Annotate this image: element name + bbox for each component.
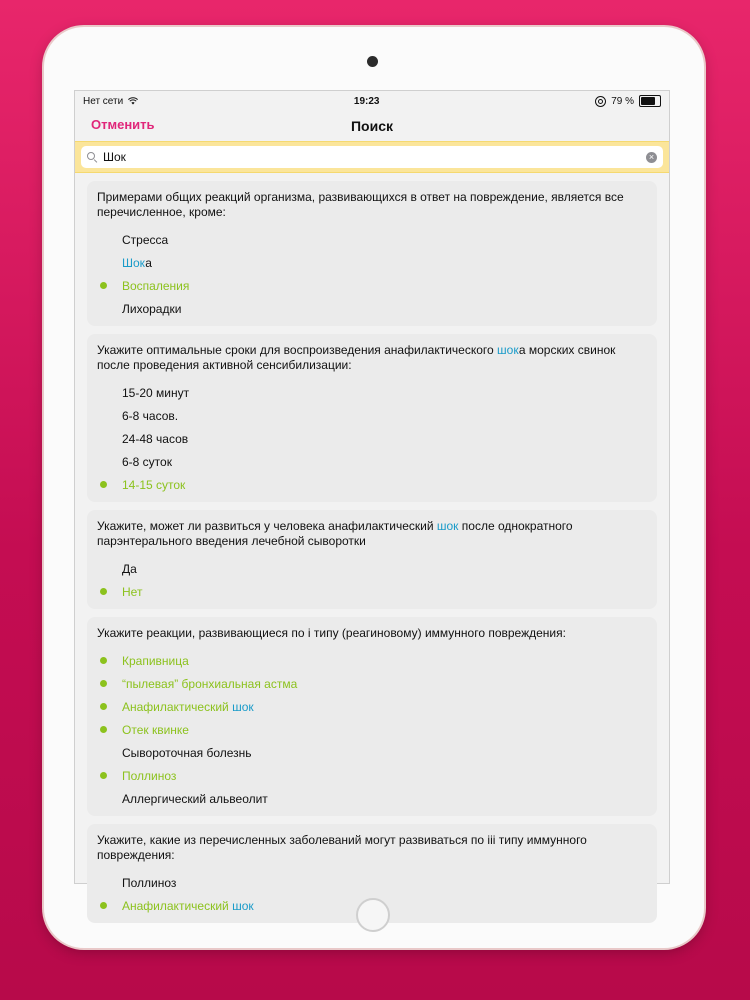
answer-item bbox=[97, 450, 647, 473]
answer-item bbox=[97, 672, 647, 695]
result-card[interactable] bbox=[87, 181, 657, 326]
wifi-icon bbox=[128, 97, 138, 105]
answer-item bbox=[97, 427, 647, 450]
correct-answer-dot-icon bbox=[100, 282, 107, 289]
question-text: Укажите оптимальные сроки для воспроизведения анафилактического шока морских свинок после проведения активной сенсибилизации: bbox=[97, 343, 616, 372]
answer-text: “пылевая” бронхиальная астма bbox=[122, 676, 298, 691]
answer-text: Да bbox=[122, 561, 137, 576]
answer-text: 6-8 суток bbox=[122, 454, 172, 469]
answer-text: Аллергический альвеолит bbox=[122, 791, 268, 806]
answer-text: 6-8 часов. bbox=[122, 408, 179, 423]
front-camera bbox=[367, 56, 378, 67]
search-results-list bbox=[75, 173, 669, 923]
battery-icon bbox=[639, 95, 661, 107]
answer-text: Поллиноз bbox=[122, 875, 177, 890]
answer-text: 15-20 минут bbox=[122, 385, 190, 400]
answer-item bbox=[97, 764, 647, 787]
correct-answer-dot-icon bbox=[100, 481, 107, 488]
navigation-bar bbox=[75, 111, 669, 141]
answer-text: Нет bbox=[122, 584, 143, 599]
search-match-highlight: шок bbox=[232, 898, 254, 913]
search-bar bbox=[75, 141, 669, 173]
cancel-button[interactable]: Отменить bbox=[91, 117, 155, 132]
answer-item bbox=[97, 228, 647, 251]
correct-answer-dot-icon bbox=[100, 680, 107, 687]
battery-percent: 79 % bbox=[611, 95, 634, 107]
result-card[interactable] bbox=[87, 334, 657, 502]
page-title: Поиск bbox=[350, 118, 393, 134]
answer-text: Стресса bbox=[122, 232, 169, 247]
search-match-highlight: шок bbox=[497, 343, 519, 357]
home-button[interactable] bbox=[356, 898, 390, 932]
search-field[interactable] bbox=[81, 146, 663, 168]
answer-item bbox=[97, 871, 647, 894]
correct-answer-dot-icon bbox=[100, 902, 107, 909]
answer-item bbox=[97, 557, 647, 580]
result-card[interactable] bbox=[87, 617, 657, 816]
answer-item bbox=[97, 695, 647, 718]
search-match-highlight: Шок bbox=[122, 255, 146, 270]
answer-text: Лихорадки bbox=[122, 301, 182, 316]
answer-text: Воспаления bbox=[122, 278, 190, 293]
battery-level-fill bbox=[641, 97, 655, 105]
answer-item bbox=[97, 274, 647, 297]
app-screen bbox=[74, 90, 670, 913]
correct-answer-dot-icon bbox=[100, 726, 107, 733]
answer-item bbox=[97, 473, 647, 496]
question-text: Укажите, какие из перечисленных заболеваний могут развиваться по iii типу иммунного повреждения: bbox=[97, 833, 587, 862]
status-bar bbox=[75, 91, 669, 111]
answer-item bbox=[97, 404, 647, 427]
carrier-label: Нет сети bbox=[83, 95, 124, 107]
orientation-lock-icon bbox=[595, 96, 606, 107]
answer-text: 14-15 суток bbox=[122, 477, 186, 492]
search-match-highlight: шок bbox=[232, 699, 254, 714]
answer-item bbox=[97, 251, 647, 274]
correct-answer-dot-icon bbox=[100, 772, 107, 779]
clock-time: 19:23 bbox=[353, 95, 380, 107]
answer-text: Анафилактический шок bbox=[122, 898, 254, 913]
answer-text: Крапивница bbox=[122, 653, 189, 668]
answer-text: 24-48 часов bbox=[122, 431, 189, 446]
tablet-frame bbox=[44, 27, 704, 948]
answer-item bbox=[97, 787, 647, 810]
search-input[interactable] bbox=[103, 150, 640, 164]
answer-text: Сывороточная болезнь bbox=[122, 745, 252, 760]
answer-item bbox=[97, 297, 647, 320]
correct-answer-dot-icon bbox=[100, 588, 107, 595]
question-text: Укажите реакции, развивающиеся по i типу (реагиновому) иммунного повреждения: bbox=[97, 626, 566, 640]
answer-item bbox=[97, 649, 647, 672]
answer-text: Отек квинке bbox=[122, 722, 189, 737]
result-card[interactable] bbox=[87, 510, 657, 609]
answer-item bbox=[97, 580, 647, 603]
clear-icon[interactable]: × bbox=[646, 152, 657, 163]
answer-item bbox=[97, 741, 647, 764]
correct-answer-dot-icon bbox=[100, 657, 107, 664]
answer-text: Анафилактический шок bbox=[122, 699, 254, 714]
answer-text: Поллиноз bbox=[122, 768, 177, 783]
question-text: Укажите, может ли развиться у человека анафилактический шок после однократного парэнтерального введения лечебной сыворотки bbox=[97, 519, 573, 548]
answer-item bbox=[97, 718, 647, 741]
answer-text: Шока bbox=[122, 255, 152, 270]
search-icon bbox=[87, 152, 97, 162]
search-match-highlight: шок bbox=[436, 519, 459, 533]
answer-item bbox=[97, 381, 647, 404]
correct-answer-dot-icon bbox=[100, 703, 107, 710]
question-text: Примерами общих реакций организма, развивающихся в ответ на повреждение, является все перечисленное, кроме: bbox=[97, 190, 624, 219]
